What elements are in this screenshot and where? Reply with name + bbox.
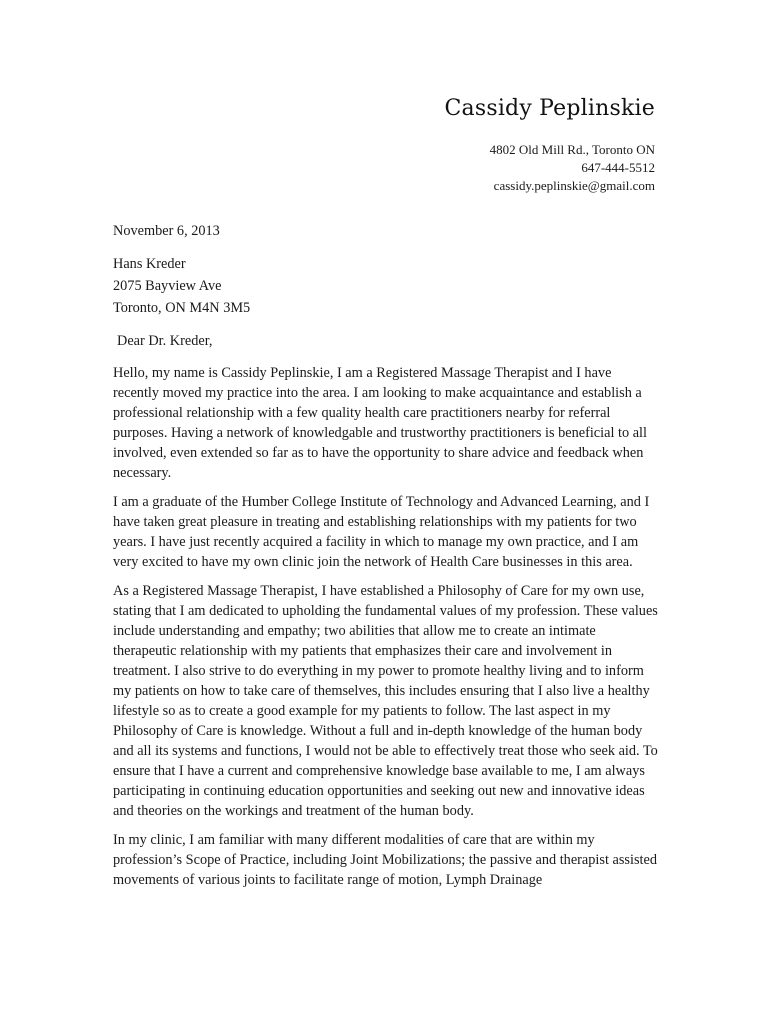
letterhead [444,95,655,195]
letter-date: November 6, 2013 [113,223,220,239]
recipient-name: Hans Kreder [113,256,186,272]
sender-email: cassidy.peplinskie@gmail.com [493,178,655,193]
paragraph-education: I am a graduate of the Humber College Institute of Technology and Advanced Learning, and I have taken great pleasure in treating and establishing relationships with my patients for two years. I have just recently acquired a facility in which to manage my own practice, and I am very excited to have my own clinic join the network of Health Care businesses in this area. [113,494,650,570]
paragraph-modalities: In my clinic, I am familiar with many different modalities of care that are within my profession’s Scope of Practice, including Joint Mobilizations; the passive and therapist assisted movements of various joints to facilitate range of motion, Lymph Drainage [113,832,657,888]
paragraph-philosophy: As a Registered Massage Therapist, I have established a Philosophy of Care for my own use, stating that I am dedicated to upholding the fundamental values of my profession. These values include understanding and empathy; two abilities that allow me to create an intimate therapeutic relationship with my patients that emphasizes their care and involvement in treatment. I also strive to do everything in my power to promote healthy living and to inform my patients on how to take care of themselves, this includes ensuring that I also live a healthy lifestyle so as to create a good example for my patients to follow. The last aspect in my Philosophy of Care is knowledge. Without a full and in-depth knowledge of the human body and all its systems and functions, I would not be able to effectively treat those who seek aid. To ensure that I have a current and comprehensive knowledge base available to me, I am always participating in continuing education opportunities and seeking out new and innovative ideas and theories on the workings and treatment of the human body. [113,583,658,819]
letter-body [113,221,658,899]
salutation: Dear Dr. Kreder, [117,333,213,349]
sender-address: 4802 Old Mill Rd., Toronto ON [489,142,655,157]
sender-phone: 647-444-5512 [581,160,655,175]
sender-name: Cassidy Peplinskie [444,96,655,121]
recipient-city: Toronto, ON M4N 3M5 [113,300,251,316]
recipient-block [113,253,658,319]
recipient-street: 2075 Bayview Ave [113,278,222,294]
paragraph-intro: Hello, my name is Cassidy Peplinskie, I am a Registered Massage Therapist and I have recently moved my practice into the area. I am looking to make acquaintance and establish a professional relationship with a few quality health care practitioners nearby for referral purposes. Having a network of knowledgable and trustworthy practitioners is beneficial to all involved, even extended so far as to have the opportunity to share advice and feedback when necessary. [113,365,648,481]
